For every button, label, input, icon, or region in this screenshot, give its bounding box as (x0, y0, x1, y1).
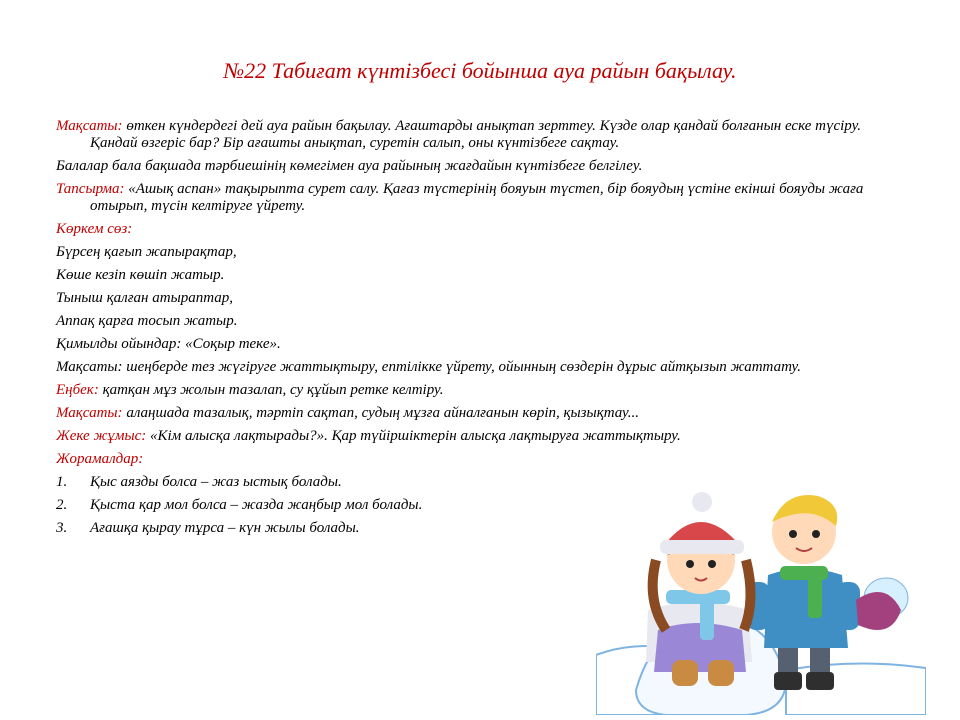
paragraph-text: «Кім алысқа лақтырады?». Қар түйіршіктерін алысқа лақтыруға жаттықтыру. (146, 428, 681, 444)
paragraph-text: «Ашық аспан» тақырыпта сурет салу. Қағаз түстерінің бояуын түстеп, бір бояудың үстіне екінші бояуды жаға отырып, түсін келтіруге үйрету. (90, 181, 864, 214)
paragraph-text: Аппақ қарға тосып жатыр. (56, 313, 238, 329)
list-number: 2. (56, 497, 68, 513)
goal-paragraph (56, 118, 906, 152)
paragraph-label: Көркем сөз: (56, 221, 133, 237)
list-number: 3. (56, 520, 68, 536)
paragraph-text: Тыныш қалған атыраптар, (56, 290, 233, 306)
poem-line (56, 313, 906, 330)
paragraph-text: қатқан мұз жолын тазалап, су құйып ретке келтіру. (98, 382, 444, 398)
labor-goal-paragraph (56, 405, 906, 422)
calendar-paragraph (56, 158, 906, 175)
poem-line (56, 267, 906, 284)
children-in-snow-icon (596, 490, 926, 715)
slide-body (56, 118, 906, 543)
paragraph-text: алаңшада тазалық, тәртіп сақтап, судың мұзға айналғанын көріп, қызықтау... (122, 405, 639, 421)
labor-paragraph (56, 382, 906, 399)
predictions-heading (56, 451, 906, 468)
paragraph-label: Мақсаты: (56, 405, 123, 421)
games-goal-paragraph (56, 359, 906, 376)
poem-line (56, 290, 906, 307)
paragraph-label: Мақсаты: (56, 118, 123, 134)
paragraph-text: Мақсаты: шеңберде тез жүгіруге жаттықтыру, ептілікке үйрету, ойынның сөздерін дұрыс айтқызып жаттату. (56, 359, 801, 375)
list-text: Ағашқа қырау тұрса – күн жылы болады. (90, 520, 360, 536)
list-item (56, 474, 906, 491)
list-text: Қыс аязды болса – жаз ыстық болады. (90, 474, 342, 490)
paragraph-text: Көше кезіп көшіп жатыр. (56, 267, 225, 283)
paragraph-label: Тапсырма: (56, 181, 125, 197)
list-text: Қыста қар мол болса – жазда жаңбыр мол болады. (90, 497, 423, 513)
paragraph-text: өткен күндердегі дей ауа райын бақылау. Ағаштарды анықтап зерттеу. Күзде олар қандай болғанын еске түсіру. Қандай өзгеріс бар? Бір ағашты анықтап, суретін салып, оны күнтізбеге сақтау. (90, 118, 862, 151)
games-paragraph (56, 336, 906, 353)
task-paragraph (56, 181, 906, 215)
paragraph-label: Жеке жұмыс: (56, 428, 147, 444)
poem-heading (56, 221, 906, 238)
paragraph-label: Жорамалдар: (56, 451, 144, 467)
paragraph-text: Бүрсең қағып жапырақтар, (56, 244, 237, 260)
paragraph-text: Қимылды ойындар: «Соқыр теке». (56, 336, 281, 352)
individual-work-paragraph (56, 428, 906, 445)
slide-title: №22 Табиғат күнтізбесі бойынша ауа райын бақылау. (223, 58, 737, 83)
paragraph-text: Балалар бала бақшада тәрбиешінің көмегімен ауа райының жағдайын күнтізбеге белгілеу. (56, 158, 643, 174)
list-number: 1. (56, 474, 68, 490)
poem-line (56, 244, 906, 261)
paragraph-label: Еңбек: (56, 382, 99, 398)
